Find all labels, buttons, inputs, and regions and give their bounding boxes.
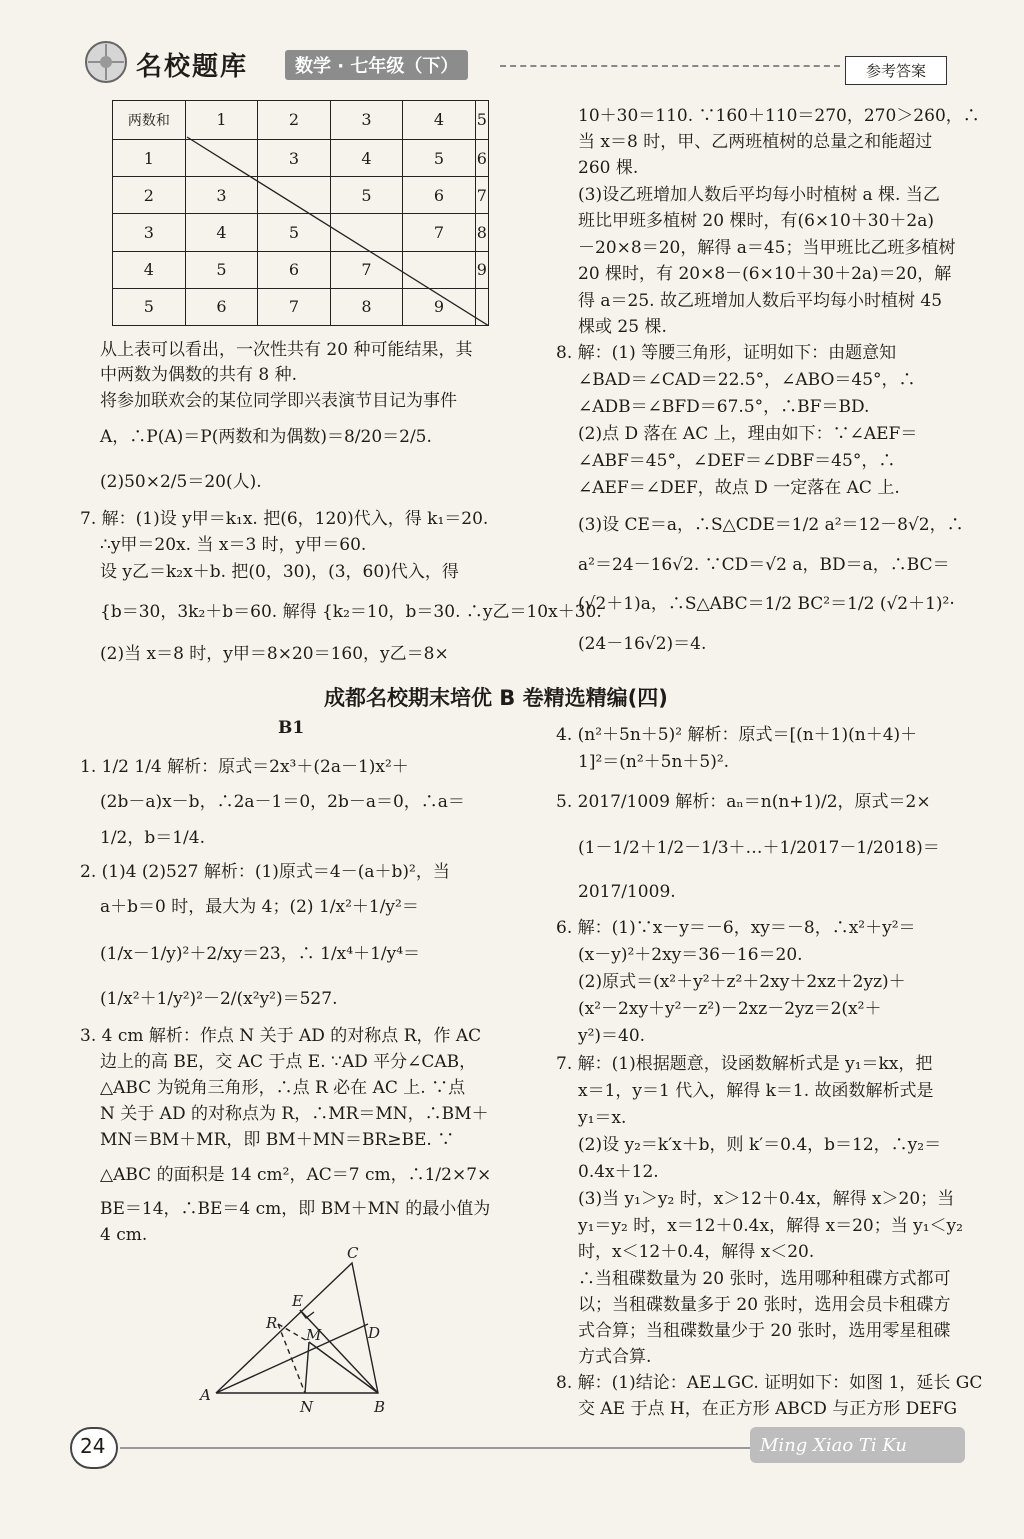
label-C: C bbox=[347, 1244, 359, 1262]
text-line: y²)＝40. bbox=[578, 1026, 646, 1046]
text-line: (1/x²＋1/y²)²－2/(x²y²)＝527. bbox=[100, 989, 338, 1009]
text-line: a＋b＝0 时，最大为 4；(2) 1/x²＋1/y²＝ bbox=[100, 897, 419, 917]
footer-brand-text: Ming Xiao Ti Ku bbox=[760, 1435, 908, 1456]
text-line: (1/x－1/y)²＋2/xy＝23，∴ 1/x⁴＋1/y⁴＝ bbox=[100, 944, 421, 964]
text-line: 方式合算. bbox=[578, 1347, 652, 1367]
text-line: 8. 解：(1)结论：AE⊥GC. 证明如下：如图 1，延长 GC bbox=[556, 1373, 983, 1393]
text-line: 当 x＝8 时，甲、乙两班植树的总量之和能超过 bbox=[578, 132, 933, 152]
text-line: 4 cm. bbox=[100, 1225, 148, 1245]
text-line: (2)点 D 落在 AC 上，理由如下：∵∠AEF＝ bbox=[578, 424, 918, 444]
b1-label: B1 bbox=[278, 718, 305, 738]
text-line: 0.4x＋12. bbox=[578, 1162, 659, 1182]
table-corner: 两数和 bbox=[113, 101, 186, 140]
text-line: (x－y)²＋2xy＝36－16＝20. bbox=[578, 945, 803, 965]
text-line: (2)设 y₂＝k′x＋b，则 k′＝0.4，b＝12，∴y₂＝ bbox=[578, 1135, 942, 1155]
text-line: MN＝BM＋MR，即 BM＋MN＝BR≥BE. ∵ bbox=[100, 1130, 455, 1150]
text-line: y₁＝y₂ 时，x＝12＋0.4x，解得 x＝20；当 y₁＜y₂ bbox=[578, 1216, 963, 1236]
text-line: 边上的高 BE，交 AC 于点 E. ∵AD 平分∠CAB， bbox=[100, 1052, 477, 1072]
table-diagonal bbox=[112, 100, 489, 326]
text-line: 7. 解：(1)设 y甲＝k₁x. 把(6，120)代入，得 k₁＝20. bbox=[80, 509, 489, 529]
text-line: △ABC 为锐角三角形，∴点 R 必在 AC 上. ∵点 bbox=[100, 1078, 466, 1098]
header-dashed-line bbox=[500, 65, 840, 67]
text-line: ∠ADB＝∠BFD＝67.5°，∴BF＝BD. bbox=[578, 397, 870, 417]
label-N: N bbox=[300, 1398, 314, 1416]
text-line: 交 AE 于点 H，在正方形 ABCD 与正方形 DEFG bbox=[578, 1399, 958, 1419]
table-row: 2 3 5 6 7 bbox=[113, 177, 489, 214]
table-row: 5 6 7 8 9 bbox=[113, 288, 489, 325]
text-line: ∴当租碟数量为 20 张时，选用哪种租碟方式都可 bbox=[578, 1269, 951, 1289]
subject-tag: 数学 · 七年级（下） bbox=[285, 50, 468, 80]
logo-icon bbox=[80, 38, 132, 86]
text-line: 8. 解：(1) 等腰三角形，证明如下：由题意知 bbox=[556, 343, 897, 363]
text-line: ∴y甲＝20x. 当 x＝3 时，y甲＝60. bbox=[100, 535, 367, 555]
text-line: △ABC 的面积是 14 cm²，AC＝7 cm，∴1/2×7× bbox=[100, 1165, 492, 1185]
text-line: 7. 解：(1)根据题意，设函数解析式是 y₁＝kx，把 bbox=[556, 1054, 933, 1074]
text-line: 中两数为偶数的共有 8 种. bbox=[100, 365, 298, 385]
label-A: A bbox=[200, 1386, 211, 1404]
text-line: (2)当 x＝8 时，y甲＝8×20＝160，y乙＝8× bbox=[100, 644, 449, 664]
text-line: 时，x＜12＋0.4，解得 x＜20. bbox=[578, 1242, 815, 1262]
text-line: (2)50×2/5＝20(人). bbox=[100, 472, 262, 492]
text-line: 以；当租碟数量多于 20 张时，选用会员卡租碟方 bbox=[578, 1295, 951, 1315]
text-line: 2. (1)4 (2)527 解析：(1)原式＝4－(a＋b)²，当 bbox=[80, 862, 450, 882]
page-number: 24 bbox=[80, 1434, 106, 1458]
text-line: A，∴P(A)＝P(两数和为偶数)＝8/20＝2/5. bbox=[100, 427, 432, 447]
text-line: 从上表可以看出，一次性共有 20 种可能结果，其 bbox=[100, 340, 473, 360]
text-line: (1－1/2＋1/2－1/3＋…＋1/2017－1/2018)＝ bbox=[578, 838, 940, 858]
text-line: 将参加联欢会的某位同学即兴表演节目记为事件 bbox=[100, 391, 457, 411]
text-line: ∠AEF＝∠DEF，故点 D 一定落在 AC 上. bbox=[578, 478, 900, 498]
text-line: y₁＝x. bbox=[578, 1108, 627, 1128]
text-line: (2b－a)x－b，∴2a－1＝0，2b－a＝0，∴a＝ bbox=[100, 792, 465, 812]
text-line: BE＝14，∴BE＝4 cm，即 BM＋MN 的最小值为 bbox=[100, 1199, 491, 1219]
label-D: D bbox=[368, 1324, 381, 1342]
table-header-cell: 4 bbox=[403, 101, 476, 140]
text-line: 260 棵. bbox=[578, 158, 639, 178]
text-line: ∠ABF＝45°，∠DEF＝∠DBF＝45°，∴ bbox=[578, 451, 896, 471]
text-line: 2017/1009. bbox=[578, 882, 676, 902]
text-line: 1/2，b＝1/4. bbox=[100, 828, 206, 848]
triangle-figure bbox=[190, 1240, 420, 1420]
text-line: 班比甲班多植树 20 棵时，有(6×10＋30＋2a) bbox=[578, 211, 934, 231]
text-line: 20 棵时，有 20×8－(6×10＋30＋2a)＝20，解 bbox=[578, 264, 952, 284]
text-line: {b＝30，3k₂＋b＝60. 解得 {k₂＝10，b＝30. ∴y乙＝10x＋30. bbox=[100, 602, 602, 622]
text-line: 得 a＝25. 故乙班增加人数后平均每小时植树 45 bbox=[578, 291, 943, 311]
text-line: 设 y乙＝k₂x＋b. 把(0，30)，(3，60)代入，得 bbox=[100, 562, 459, 582]
text-line: (x²－2xy＋y²－z²)－2xz－2yz＝2(x²＋ bbox=[578, 999, 882, 1019]
text-line: (3)设乙班增加人数后平均每小时植树 a 棵. 当乙 bbox=[578, 185, 940, 205]
text-line: (2)原式＝(x²＋y²＋z²＋2xy＋2xz＋2yz)＋ bbox=[578, 972, 906, 992]
table-header-cell: 1 bbox=[185, 101, 258, 140]
text-line: －20×8＝20，解得 a＝45；当甲班比乙班多植树 bbox=[578, 238, 956, 258]
header bbox=[80, 38, 980, 86]
text-line: N 关于 AD 的对称点为 R，∴MR＝MN，∴BM＋ bbox=[100, 1104, 489, 1124]
label-B: B bbox=[374, 1398, 386, 1416]
table-header-cell: 5 bbox=[475, 101, 488, 140]
table-row: 4 5 6 7 9 bbox=[113, 251, 489, 288]
text-line: (3)设 CE＝a，∴S△CDE＝1/2 a²＝12－8√2，∴ bbox=[578, 515, 964, 535]
brand-title: 名校题库 bbox=[136, 52, 249, 82]
text-line: 1]²＝(n²＋5n＋5)². bbox=[578, 752, 730, 772]
footer bbox=[70, 1425, 970, 1470]
text-line: 6. 解：(1)∵x－y＝－6，xy＝－8，∴x²＋y²＝ bbox=[556, 918, 916, 938]
text-line: 3. 4 cm 解析：作点 N 关于 AD 的对称点 R，作 AC bbox=[80, 1026, 482, 1046]
footer-line bbox=[120, 1447, 800, 1449]
text-line: x＝1，y＝1 代入，解得 k＝1. 故函数解析式是 bbox=[578, 1081, 934, 1101]
label-E: E bbox=[292, 1292, 303, 1310]
text-line: 5. 2017/1009 解析：aₙ＝n(n+1)/2，原式＝2× bbox=[556, 792, 931, 812]
section-title: 成都名校期末培优 B 卷精选精编(四) bbox=[324, 686, 668, 710]
text-line: 式合算；当租碟数量少于 20 张时，选用零星租碟 bbox=[578, 1321, 951, 1341]
table-row: 1 3 4 5 6 bbox=[113, 139, 489, 176]
label-M: M bbox=[306, 1326, 322, 1344]
table-header-cell: 3 bbox=[330, 101, 403, 140]
text-line: (24－16√2)＝4. bbox=[578, 634, 707, 654]
label-R: R bbox=[266, 1314, 278, 1332]
text-line: 1. 1/2 1/4 解析：原式＝2x³＋(2a－1)x²＋ bbox=[80, 757, 409, 777]
text-line: a²＝24－16√2. ∵CD＝√2 a，BD＝a，∴BC＝ bbox=[578, 555, 950, 575]
table-header-cell: 2 bbox=[258, 101, 331, 140]
text-line: 棵或 25 棵. bbox=[578, 317, 667, 337]
table-row: 3 4 5 7 8 bbox=[113, 214, 489, 251]
answer-label: 参考答案 bbox=[845, 56, 947, 85]
text-line: 10＋30＝110. ∵160＋110＝270，270＞260，∴ bbox=[578, 106, 980, 126]
text-line: ∠BAD＝∠CAD＝22.5°，∠ABO＝45°，∴ bbox=[578, 370, 916, 390]
text-line: 4. (n²＋5n＋5)² 解析：原式＝[(n＋1)(n＋4)＋ bbox=[556, 725, 918, 745]
text-line: (√2＋1)a，∴S△ABC＝1/2 BC²＝1/2 (√2＋1)²· bbox=[578, 594, 955, 614]
text-line: (3)当 y₁＞y₂ 时，x＞12＋0.4x，解得 x＞20；当 bbox=[578, 1189, 955, 1209]
